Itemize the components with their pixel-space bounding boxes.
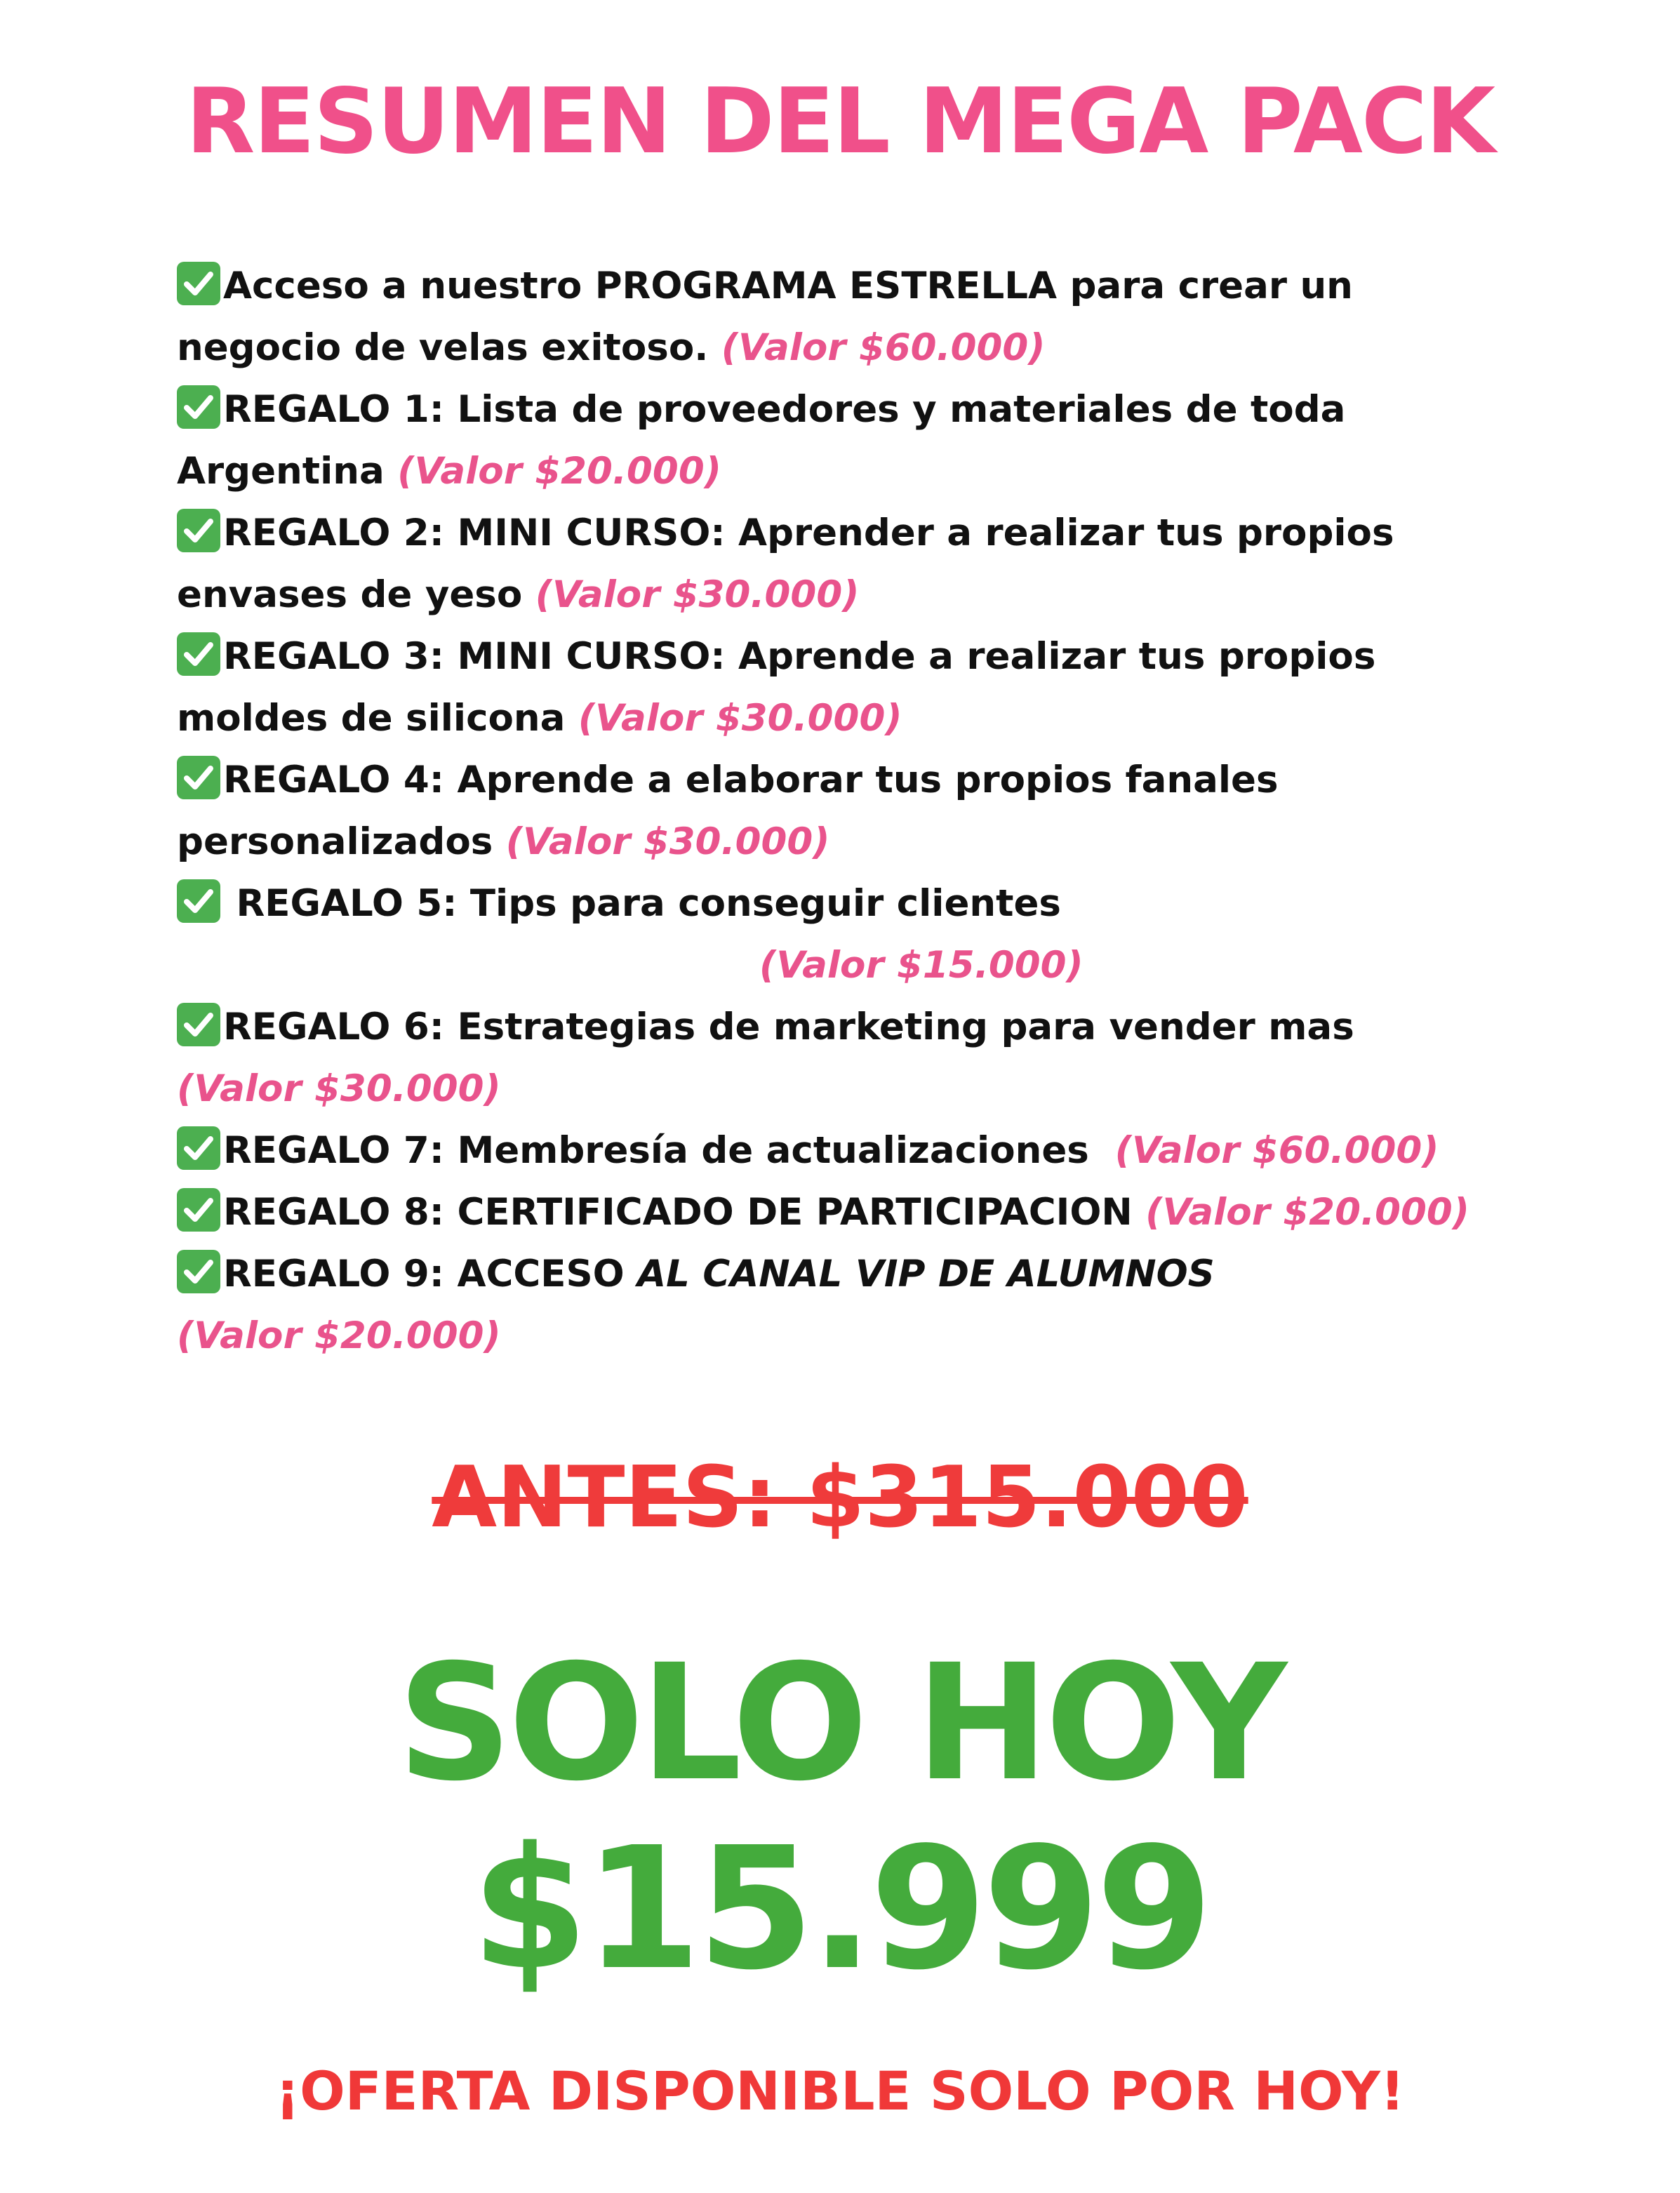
item-text: REGALO 8: CERTIFICADO DE PARTICIPACION <box>223 1191 1133 1234</box>
list-item-regalo-5-line-1 <box>177 873 1608 935</box>
item-text: envases de yeso <box>177 573 523 616</box>
check-box-icon <box>177 1003 220 1046</box>
list-item-regalo-3-line-1 <box>177 626 1608 688</box>
item-text: REGALO 3: MINI CURSO: Aprende a realizar tus propios <box>223 635 1376 678</box>
list-item-regalo-6-line-2 <box>177 1058 1608 1120</box>
item-value: (Valor $20.000) <box>397 450 721 493</box>
list-item-regalo-8 <box>177 1182 1608 1244</box>
item-value: (Valor $60.000) <box>1114 1129 1439 1172</box>
check-box-icon <box>177 879 220 923</box>
check-box-icon <box>177 1126 220 1170</box>
check-box-icon <box>177 509 220 552</box>
item-text: Argentina <box>177 450 385 493</box>
list-item-programa-line-2 <box>177 317 1608 379</box>
list-item-regalo-3-line-2 <box>177 688 1608 749</box>
solo-hoy-heading: SOLO HOY <box>397 1629 1283 1816</box>
list-item-regalo-4-line-2 <box>177 811 1608 873</box>
item-value: (Valor $30.000) <box>535 573 860 616</box>
check-box-icon <box>177 385 220 429</box>
check-box-icon <box>177 1250 220 1293</box>
item-value: (Valor $30.000) <box>177 1067 501 1110</box>
list-item-regalo-1-line-2 <box>177 441 1608 502</box>
list-item-regalo-6-line-1 <box>177 996 1608 1058</box>
list-item-regalo-7 <box>177 1120 1608 1182</box>
item-text: REGALO 2: MINI CURSO: Aprender a realizar tus propios <box>223 512 1394 554</box>
item-text-italic: AL CANAL VIP DE ALUMNOS <box>637 1253 1215 1295</box>
item-text: REGALO 4: Aprende a elaborar tus propios fanales <box>223 759 1279 801</box>
list-item-regalo-9-line-2 <box>177 1305 1608 1367</box>
item-text: negocio de velas exitoso. <box>177 326 709 369</box>
item-text: moldes de silicona <box>177 697 566 740</box>
page-title: RESUMEN DEL MEGA PACK <box>185 69 1495 174</box>
item-value: (Valor $20.000) <box>177 1314 501 1357</box>
check-box-icon <box>177 1188 220 1232</box>
offer-notice: ¡OFERTA DISPONIBLE SOLO POR HOY! <box>275 2060 1405 2122</box>
pack-summary-list <box>177 255 1608 1367</box>
item-text: REGALO 7: Membresía de actualizaciones <box>223 1129 1089 1172</box>
list-item-regalo-2-line-1 <box>177 502 1608 564</box>
list-item-regalo-1-line-1 <box>177 379 1608 441</box>
item-value: (Valor $60.000) <box>721 326 1046 369</box>
list-item-regalo-2-line-2 <box>177 564 1608 626</box>
item-text: REGALO 9: ACCESO <box>223 1253 625 1295</box>
list-item-regalo-5-line-2 <box>177 935 1608 996</box>
item-text: personalizados <box>177 820 493 863</box>
item-value: (Valor $30.000) <box>505 820 830 863</box>
list-item-regalo-9-line-1 <box>177 1244 1608 1305</box>
check-box-icon <box>177 632 220 676</box>
old-price: ANTES: $315.000 <box>432 1449 1248 1547</box>
item-text: Acceso a nuestro PROGRAMA ESTRELLA para crear un <box>223 265 1353 307</box>
item-value: (Valor $15.000) <box>759 944 1084 987</box>
item-value: (Valor $20.000) <box>1145 1191 1469 1234</box>
offer-price: $15.999 <box>471 1811 1209 2007</box>
list-item-programa-line-1 <box>177 255 1608 317</box>
check-box-icon <box>177 262 220 305</box>
item-value: (Valor $30.000) <box>578 697 902 740</box>
item-text: REGALO 1: Lista de proveedores y materiales de toda <box>223 388 1346 431</box>
check-box-icon <box>177 756 220 799</box>
list-item-regalo-4-line-1 <box>177 749 1608 811</box>
item-text: REGALO 6: Estrategias de marketing para vender mas <box>223 1006 1354 1048</box>
item-text: REGALO 5: Tips para conseguir clientes <box>236 882 1061 925</box>
